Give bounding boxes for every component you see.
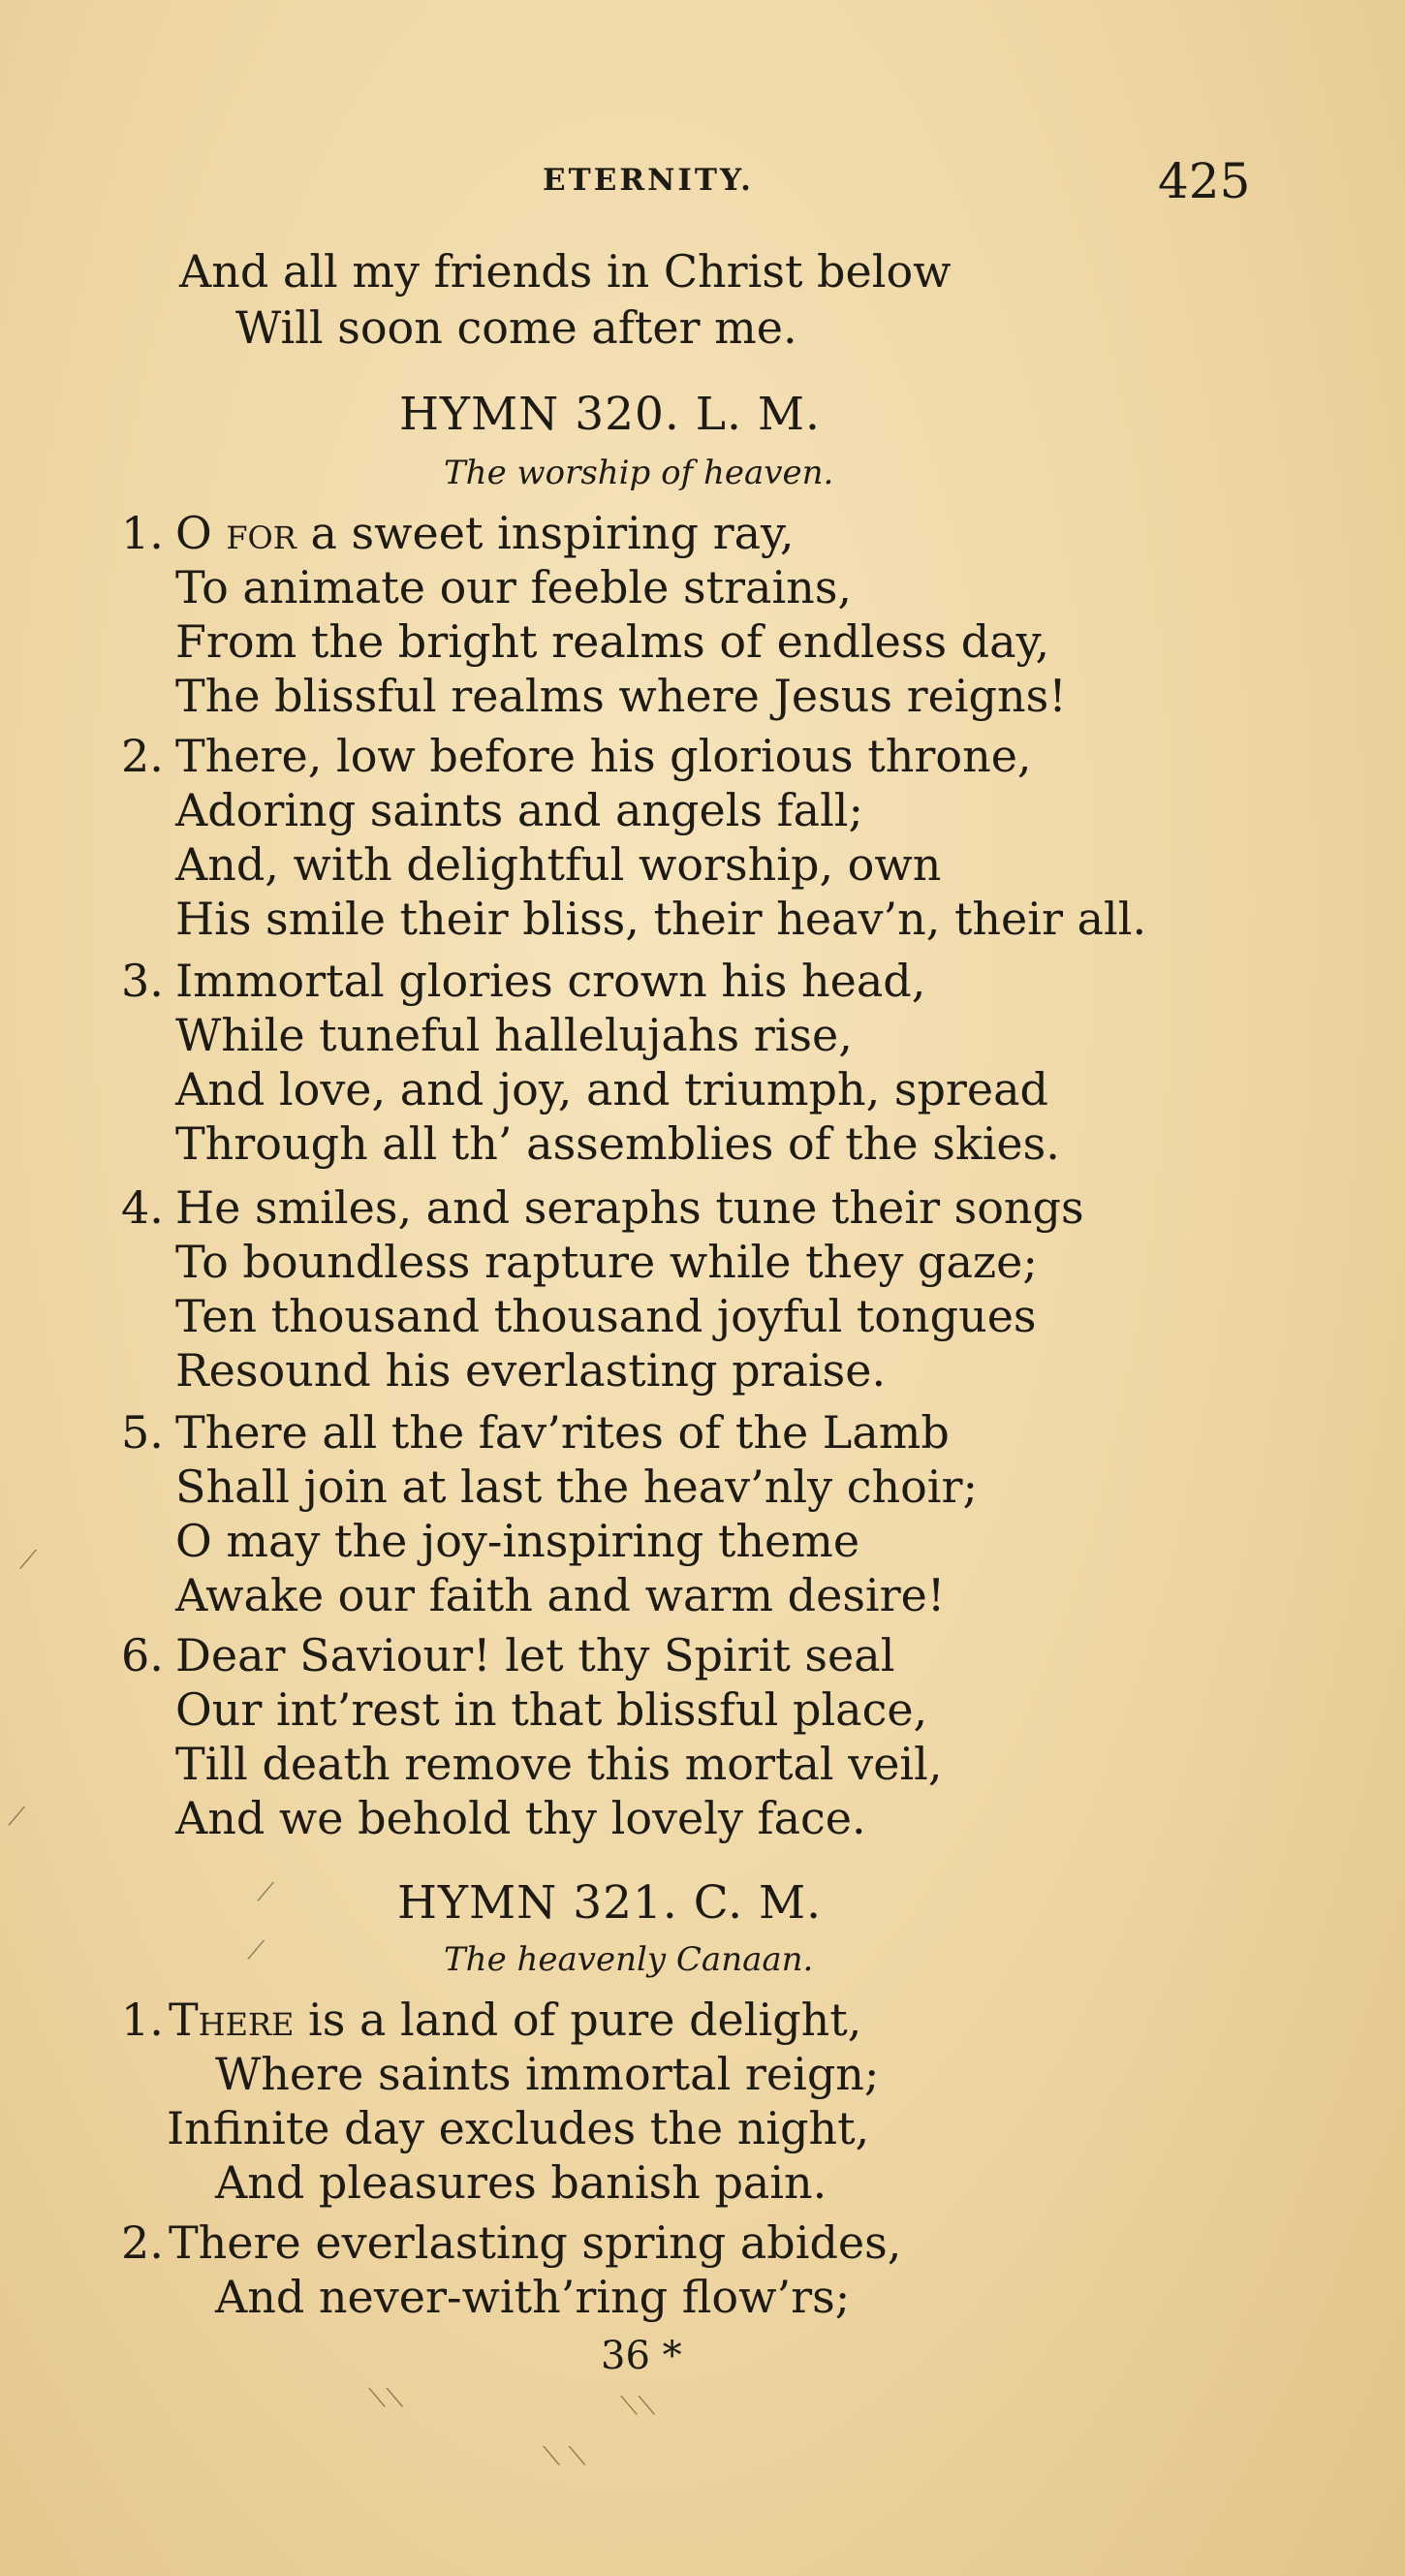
running-head: ETERNITY. bbox=[543, 163, 754, 198]
verse-line: His smile their bliss, their heav’n, their all. bbox=[175, 893, 1147, 945]
ink-speck: ⟍⟍ bbox=[620, 2392, 656, 2421]
verse-line: The blissful realms where Jesus reigns! bbox=[175, 670, 1067, 722]
verse-line: There, low before his glorious throne, bbox=[175, 730, 1032, 782]
verse-line: And never-with’ring flow’rs; bbox=[215, 2271, 851, 2323]
page-number: 425 bbox=[1158, 153, 1251, 209]
verse-line: To animate our feeble strains, bbox=[175, 561, 853, 613]
ink-speck: ⟋ bbox=[19, 1546, 38, 1575]
hymn-title: HYMN 320. L. M. bbox=[399, 388, 821, 441]
verse-line: Resound his everlasting praise. bbox=[175, 1344, 887, 1397]
verse-line: Infinite day excludes the night, bbox=[167, 2102, 870, 2154]
stanza-number: 2. bbox=[121, 2216, 164, 2269]
verse-line: Our int’rest in that blissful place, bbox=[175, 1683, 928, 1736]
signature-mark: 36 * bbox=[601, 2334, 682, 2378]
stanza-number: 5. bbox=[121, 1406, 164, 1459]
page-header bbox=[0, 153, 1405, 211]
ink-speck: ⟋ bbox=[8, 1803, 26, 1832]
hymn-subtitle: The heavenly Canaan. bbox=[444, 1940, 814, 1979]
verse-text: is a land of pure delight, bbox=[294, 1994, 862, 2046]
verse-line: There all the fav’rites of the Lamb bbox=[175, 1406, 950, 1459]
verse-line: Immortal glories crown his head, bbox=[175, 955, 926, 1007]
stanza-number: 4. bbox=[121, 1181, 164, 1234]
first-word: There bbox=[169, 1994, 295, 2046]
hymn-title: HYMN 321. C. M. bbox=[397, 1876, 823, 1930]
verse-line: And love, and joy, and triumph, spread bbox=[175, 1063, 1048, 1115]
stanza-number: 3. bbox=[121, 955, 164, 1007]
stanza-number: 2. bbox=[121, 730, 164, 782]
verse-line: Adoring saints and angels fall; bbox=[175, 784, 863, 836]
first-word: O for bbox=[175, 507, 297, 559]
verse-line: And pleasures banish pain. bbox=[215, 2156, 827, 2209]
verse-line: And, with delightful worship, own bbox=[175, 838, 942, 891]
stanza-number: 1. bbox=[121, 1994, 164, 2046]
verse-line: O may the joy-inspiring theme bbox=[175, 1515, 860, 1567]
continuation-line: And all my friends in Christ below bbox=[179, 245, 952, 298]
hymn-subtitle: The worship of heaven. bbox=[444, 454, 834, 492]
stanza-number: 6. bbox=[121, 1629, 164, 1681]
verse-line: There everlasting spring abides, bbox=[169, 2216, 902, 2269]
stanza-number: 1. bbox=[121, 507, 164, 559]
continuation-line: Will soon come after me. bbox=[235, 301, 797, 354]
verse-line: While tuneful hallelujahs rise, bbox=[175, 1009, 853, 1061]
verse-line: And we behold thy lovely face. bbox=[175, 1792, 866, 1844]
verse-line: From the bright realms of endless day, bbox=[175, 615, 1050, 668]
ink-speck: ⟋ bbox=[257, 1878, 275, 1907]
ink-speck: ⟋ bbox=[247, 1936, 265, 1965]
ink-speck: ⟍ ⟍ bbox=[543, 2442, 586, 2471]
verse-line: Through all th’ assemblies of the skies. bbox=[175, 1117, 1060, 1170]
verse-text: a sweet inspiring ray, bbox=[296, 507, 795, 559]
verse-line: Dear Saviour! let thy Spirit seal bbox=[175, 1629, 895, 1681]
verse-line: He smiles, and seraphs tune their songs bbox=[175, 1181, 1084, 1234]
verse-line: Where saints immortal reign; bbox=[215, 2048, 880, 2100]
verse-line: Awake our faith and warm desire! bbox=[175, 1569, 946, 1621]
verse-line: To boundless rapture while they gaze; bbox=[175, 1236, 1038, 1288]
verse-line: Ten thousand thousand joyful tongues bbox=[175, 1290, 1037, 1342]
verse-line bbox=[169, 1993, 861, 2047]
verse-line: Till death remove this mortal veil, bbox=[175, 1738, 943, 1790]
verse-line: Shall join at last the heav’nly choir; bbox=[175, 1461, 978, 1513]
verse-line bbox=[175, 506, 795, 560]
ink-speck: ⟍⟍ bbox=[368, 2384, 404, 2413]
